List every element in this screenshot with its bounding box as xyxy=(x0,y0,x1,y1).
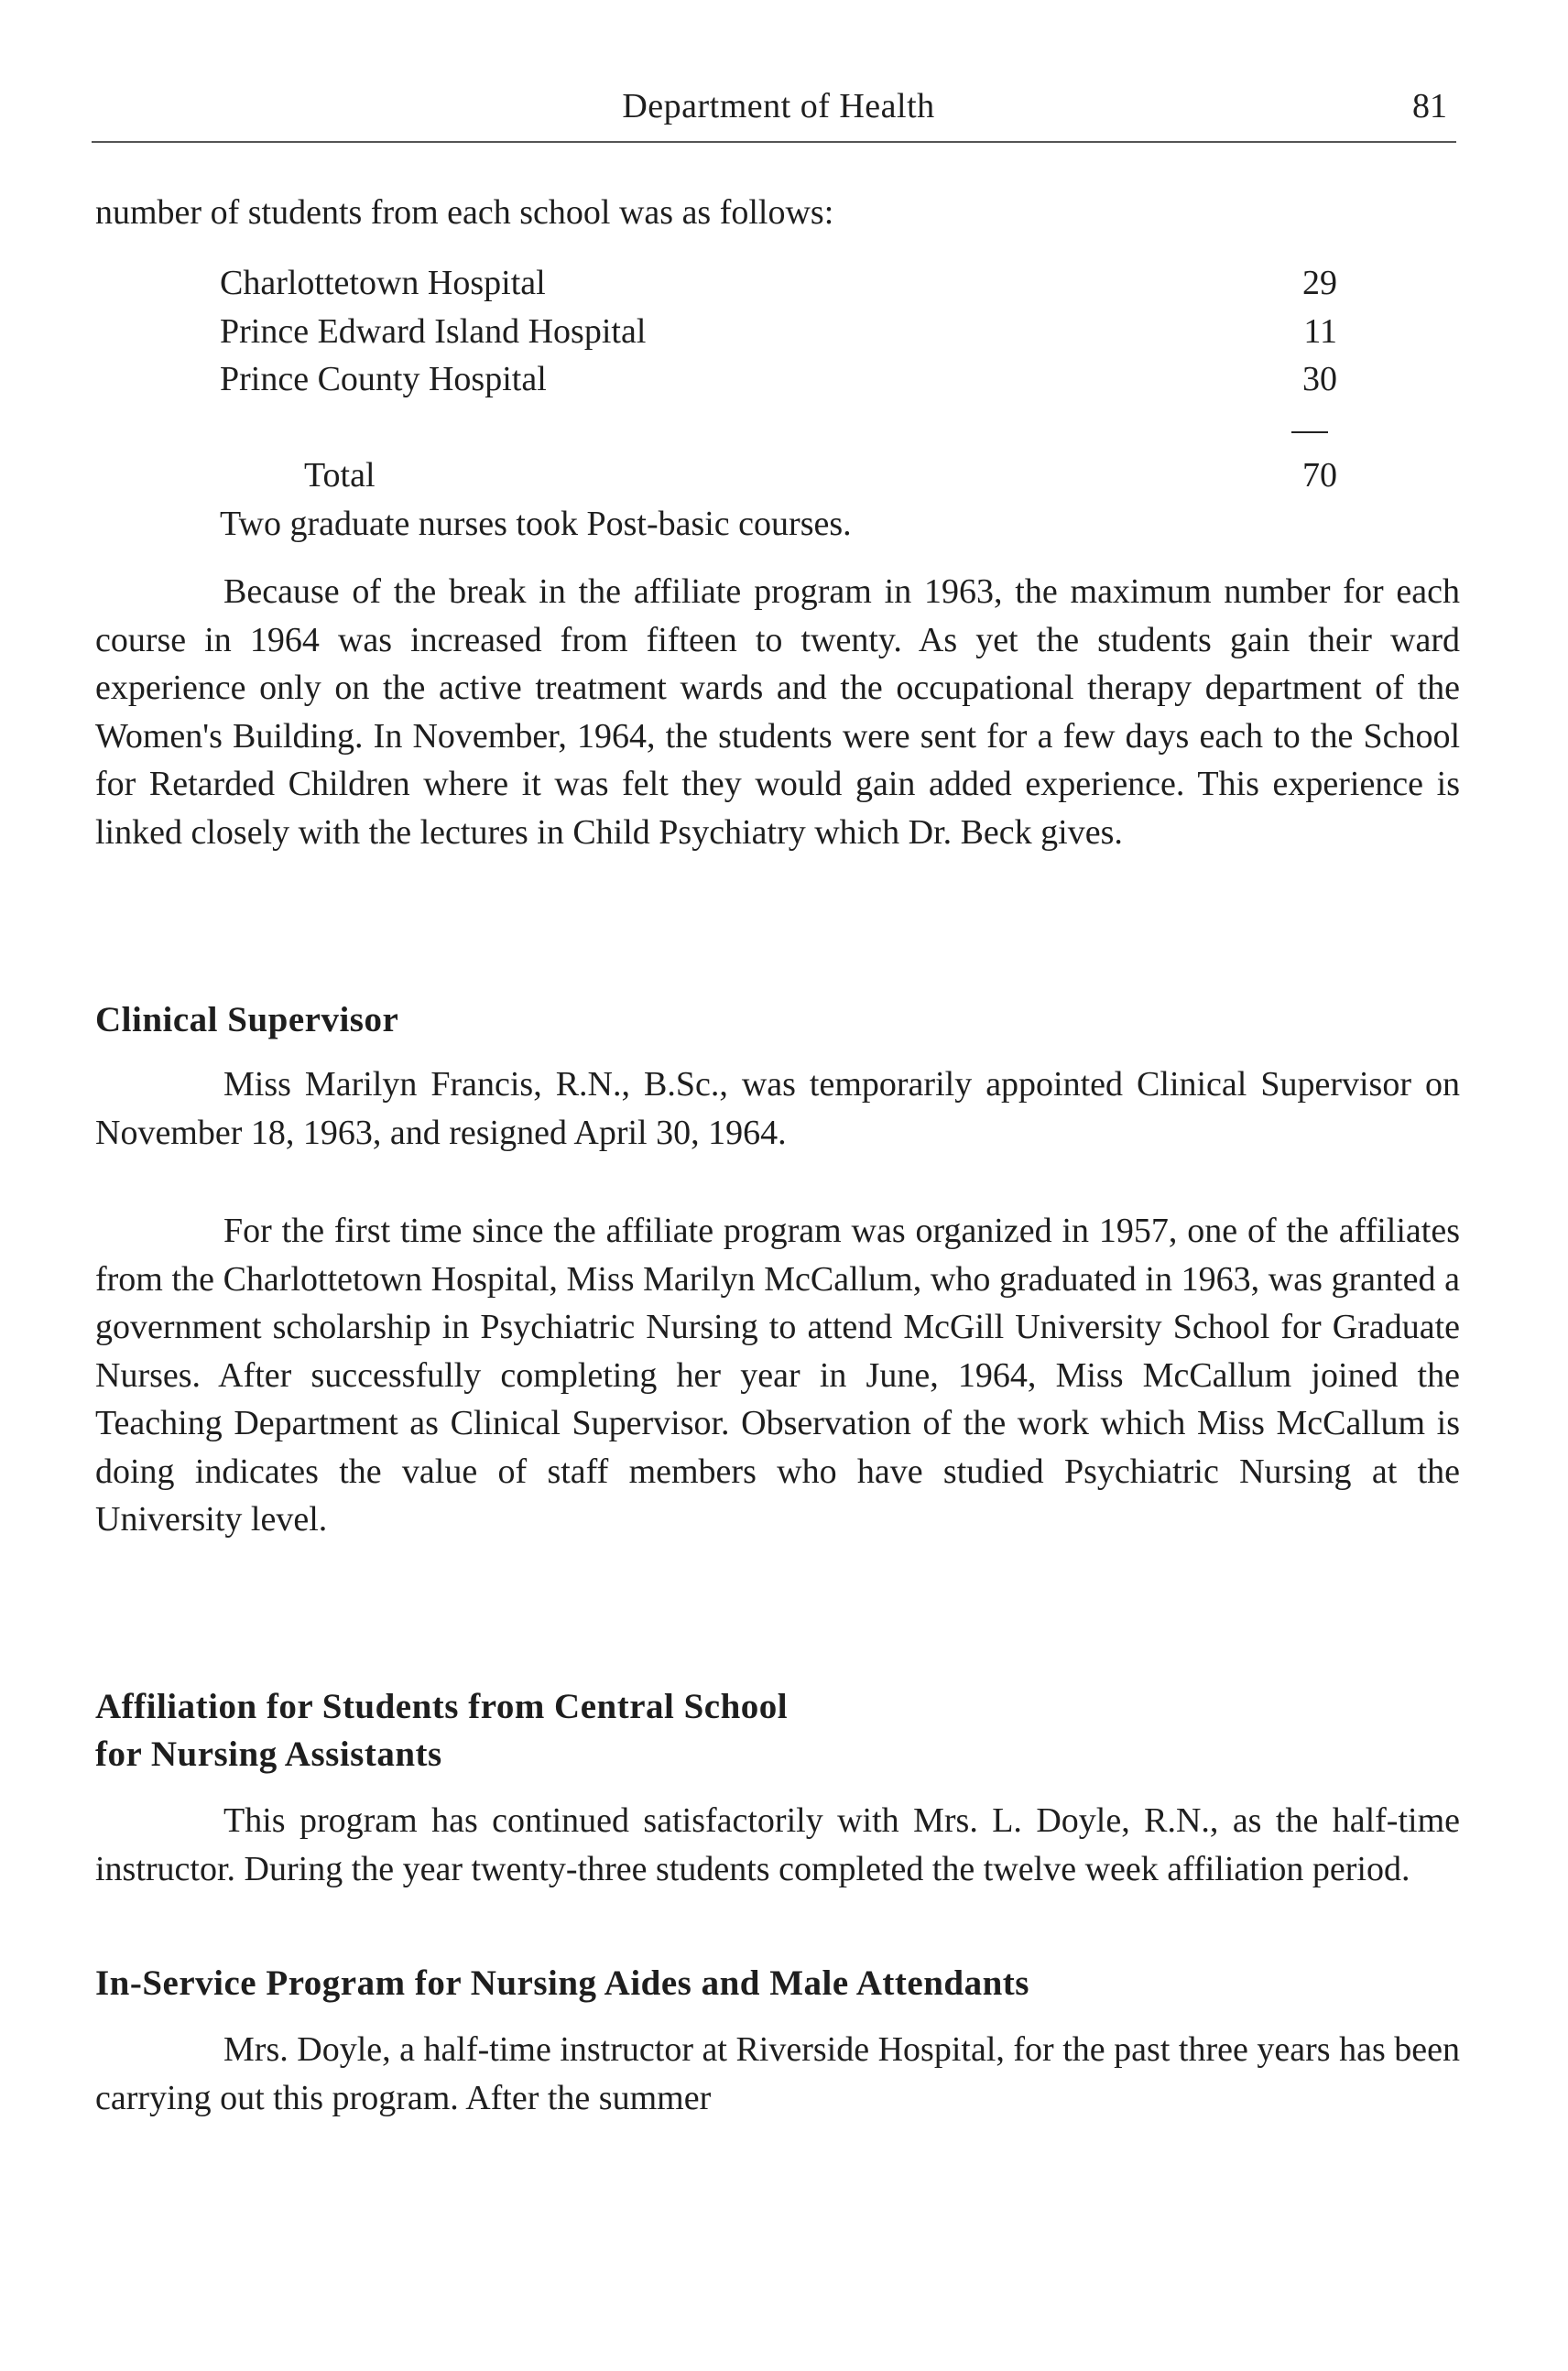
intro-line xyxy=(95,189,1460,237)
school-name: Prince County Hospital xyxy=(220,360,547,398)
affiliation-heading-line2: for Nursing Assistants xyxy=(95,1735,442,1774)
clinical-paragraph-2-block xyxy=(95,1207,1460,1544)
schools-table xyxy=(220,259,1337,548)
note-row xyxy=(220,500,1337,549)
table-row xyxy=(220,308,1337,356)
page-header xyxy=(92,81,1465,136)
intro-text: number of students from each school was as follows: xyxy=(95,193,834,232)
affiliate-paragraph-block xyxy=(95,568,1460,856)
total-rule-row xyxy=(220,404,1337,452)
school-name: Charlottetown Hospital xyxy=(220,264,546,302)
school-count: 30 xyxy=(1302,360,1337,398)
inservice-heading: In-Service Program for Nursing Aides and Male Attendants xyxy=(95,1963,1029,2003)
inservice-paragraph: Mrs. Doyle, a half-time instructor at Riverside Hospital, for the past three years has been carrying out this program. After the summer xyxy=(95,2030,1460,2117)
total-value: 70 xyxy=(1302,456,1337,495)
table-row xyxy=(220,355,1337,404)
table-row xyxy=(220,259,1337,308)
school-name: Prince Edward Island Hospital xyxy=(220,311,647,351)
affiliate-paragraph: Because of the break in the affiliate program in 1963, the maximum number for each course in 1964 was increased from fifteen to twenty. As yet the students gain their ward experience only on the active treatment wards and the occupational therapy department of the Women's Building. In November, 1964, the students were sent for a few days each to the School for Retarded Children where it was felt they would gain added experience. This experience is linked closely with the lectures in Child Psychiatry which Dr. Beck gives. xyxy=(95,572,1460,852)
clinical-paragraph-2: For the first time since the affiliate program was organized in 1957, one of the affiliates from the Charlottetown Hospital, Miss Marilyn McCallum, who graduated in 1963, was granted a government scholarship in Psychiatric Nursing to attend McGill University School for Graduate Nurses. After successfully completing her year in June, 1964, Miss McCallum joined the Teaching Department as Clinical Supervisor. Observation of the work which Miss McCallum is doing indicates the value of staff members who have studied Psychiatric Nursing at the University level. xyxy=(95,1212,1460,1539)
post-basic-note: Two graduate nurses took Post-basic courses. xyxy=(220,504,852,543)
clinical-supervisor-heading: Clinical Supervisor xyxy=(95,1000,399,1039)
running-head: Department of Health xyxy=(622,87,935,125)
affiliation-heading-line1: Affiliation for Students from Central School xyxy=(95,1687,789,1726)
total-label: Total xyxy=(304,456,376,495)
page-number: 81 xyxy=(1412,87,1447,125)
clinical-paragraph-1: Miss Marilyn Francis, R.N., B.Sc., was temporarily appointed Clinical Supervisor on November 18, 1963, and resigned April 30, 1964. xyxy=(95,1065,1460,1152)
school-count: 11 xyxy=(1303,311,1337,351)
clinical-paragraph-1-block xyxy=(95,1060,1460,1157)
affiliation-paragraph: This program has continued satisfactorily with Mrs. L. Doyle, R.N., as the half-time instructor. During the year twenty-three students completed the twelve week affiliation period. xyxy=(95,1801,1460,1888)
inservice-paragraph-block xyxy=(95,2026,1460,2122)
total-rule xyxy=(1291,431,1328,433)
total-row xyxy=(220,451,1337,500)
header-rule xyxy=(92,141,1456,143)
school-count: 29 xyxy=(1302,264,1337,302)
affiliation-paragraph-block xyxy=(95,1797,1460,1893)
